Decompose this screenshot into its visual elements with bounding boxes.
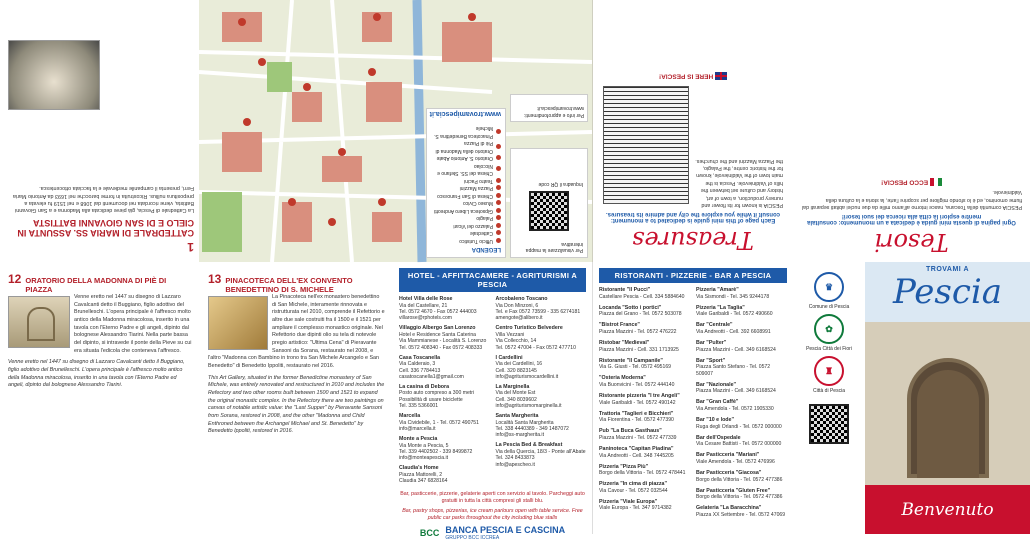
legend-item: Museo Civico [431, 199, 501, 207]
list-item: Ristorante "Il Campanile" Via G. Giusti - Tel. 0572 495169 [599, 357, 672, 371]
list-item: Pizzeria "Pizza Più" Borgo della Vittoria - Tel. 0572 478441 [599, 463, 686, 477]
list-item: Monte a Pescia Via Monte a Pescia, 5 Tel. 339 4402502 - 339 8499872 info@monteapescia.it [399, 436, 473, 462]
list-item: Pizzeria "La Taglia" Viale Garibaldi - Tel. 0572 490660 [696, 304, 773, 318]
list-item: Pizzeria "In cima di piazza" Via Cavour - Tel. 0572 032544 [599, 481, 668, 494]
hotels-header: HOTEL - AFFITTACAMERE - AGRITURISMI A PESCIA [399, 268, 586, 292]
marker-icon [496, 193, 501, 198]
list-item: Hotel Villa delle Rose Via del Castellare, 21 Tel. 0572 4670 - Fax 0572 444003 villarose@rphotels.com [399, 296, 477, 322]
uk-flag-icon [715, 72, 727, 80]
legend-item: Teatro Pacini [431, 177, 501, 185]
legend-item: Gipsoteca Libero Andreotti [431, 207, 501, 215]
treasures-illustration [603, 86, 689, 204]
hotels-column-2 [496, 296, 587, 488]
list-item: Trattoria "Taglieri e Bicchieri" Via Fiorentina - Tel. 0572 477390 [599, 410, 674, 424]
legend-item: Palagio [431, 214, 501, 222]
cathedral-interior-photo [8, 40, 100, 110]
pinacoteca-body: La Pinacoteca nell'ex monastero benedettino di San Michele, interamente rinnovata e ristrutturata nel 2010, comprende il Refettorio e altre due sale costruiti fra il 1500 e il 1521 per ampliare il complesso monastico originale. Nel Refettorio due dipinti olio su tela di notevole pregio artistico: "Ultima Cena" di Pieravante Sansoni da Sorana, restaurato nel 2008, e l'altro "Madonna con Bambino in trono tra San Michele Arcangelo e San Benedetto" di Benedetto Ippoliti, restaurato nel 2016. [208, 294, 385, 370]
pinacoteca-number: 13 [208, 272, 222, 286]
oratory-body-secondary: Venne eretto nel 1447 su disegno di Lazzaro Cavalcanti detto il Buggiano, figlio adottivo del Brunelleschi. L'opera principale è l'affresco molto antico della Madonna miracolosa, inserito in una tavola con l'Eterno Padre ed angeli, dipinto dal bolognese Alessandro Tiarini. [8, 359, 185, 389]
panel-cathedral-oratory [0, 0, 200, 534]
list-item: Pizzeria "Amarè" Via Sismondi - Tel. 345 9244178 [696, 287, 770, 300]
marker-icon [496, 230, 501, 235]
legend-item: Oratorio S. Antonio Abate [431, 154, 501, 162]
legend-item: Cattedrale [431, 229, 501, 237]
list-item: Bar "Gran Caffè" Via Amendola - Tel. 0572 1905330 [696, 399, 774, 412]
welcome-text: Benvenuto [901, 499, 994, 520]
bank-name: BANCA PESCIA E CASCINA [445, 524, 566, 535]
panel-hotels [393, 262, 593, 541]
cover-qr-code[interactable] [809, 404, 849, 444]
cover-city-name: Pescia [892, 272, 1003, 312]
marker-icon [496, 185, 501, 190]
list-item: Pub "La Buca Gasthaus" Piazza Mazzini - Tel. 0572 477339 [599, 428, 677, 441]
list-item: Bar Pasticceria "Mariani" Viale Amendola - Tel. 0572 476996 [696, 452, 775, 465]
logo-label-2: Pescia Città dei Fiori [806, 346, 852, 352]
logo-label-3: Città di Pescia [813, 388, 845, 394]
italy-flag-icon [930, 178, 942, 186]
map-qr-code[interactable] [529, 191, 569, 231]
logo-label-1: Comune di Pescia [808, 304, 850, 310]
restaurants-section [593, 268, 793, 534]
list-item: "Bistrot France" Piazza Mazzini - Tel. 0572 476222 [599, 322, 677, 335]
list-item: Bar "10 e lode" Ruga degli Orlandi - Tel. 0572 000000 [696, 416, 782, 430]
list-item: Santa Margherita Località Santa Margherita Tel. 338 4440389 - 349 1487072 info@ss-margherita.it [495, 413, 569, 439]
list-item: La Marginella Via del Monte Est Cell. 340 8039602 info@agriturismomarginella.it [495, 383, 562, 410]
legend-item: Oratorio della Madonna di Piè di Piazza [431, 139, 501, 154]
treasures-body-it: PESCIA comunità della Toscana, nasce intorno all'anno mille da due nuclei abitati separati dal fiume omonimo, ed è lo sfondo migliore per scoprire l'arte, la storia e la cultura della Valdinievole. [802, 189, 1022, 210]
treasures-title-en: Treasures [632, 226, 754, 254]
list-item: Bar "Nazionale" Piazza Mazzini - Cell. 349 6168524 [696, 381, 776, 395]
ecco-title: ECCO PESCIA! [801, 178, 1022, 186]
restaurants-column-1 [599, 287, 690, 523]
bank-group: GRUPPO BCC ICCREA [445, 534, 500, 541]
marker-icon [496, 178, 501, 183]
welcome-banner [865, 485, 1030, 534]
marker-icon [496, 200, 501, 205]
pinacoteca-section [200, 268, 393, 534]
map-qr-caption: Per visualizzare la mappa interattiva [525, 241, 583, 253]
panel-restaurants [593, 0, 793, 534]
tesori-it-section [793, 0, 1030, 262]
list-item: Bar "Pulter" Piazza Mazzini - Cell. 349 6168524 [696, 339, 776, 353]
oratory-section [0, 268, 200, 534]
legend-item: Pinacoteca Benedettina S. Michele [431, 124, 501, 139]
list-item: Bar "Centrale" Via Andreotti - Cell. 392 6608991 [696, 322, 771, 335]
flower-city-icon: ✿ [814, 314, 844, 344]
here-title: HERE IS PESCIA! [603, 72, 783, 80]
cover-trovami: TROVAMI A [926, 266, 969, 273]
pinacoteca-title: PINACOTECA DELL'EX CONVENTO BENEDETTINO DI S. MICHELE [225, 276, 353, 294]
list-item: Gelateria "La Baracchina" Piazza XX Settembre - Tel. 0572 47069 [696, 505, 786, 518]
list-item: Centro Turistico Belvedere Villa Vezzani Via Collecchio, 14 Tel. 0572 47004 - Fax 0572 477710 [495, 325, 576, 351]
hotels-column-1 [399, 296, 490, 488]
cathedral-header [6, 184, 194, 256]
legend-item: Piazza Mazzini [431, 184, 501, 192]
list-item: I Cardellini Via dei Cardellini, 16 Cell. 320 8823145 info@agriturismocardellini.it [495, 354, 559, 380]
restaurants-header: RISTORANTI - PIZZERIE - BAR A PESCIA [599, 268, 787, 283]
map-partners-note: Per info e approfondimenti: www.trovamipescia.it [510, 94, 588, 122]
list-item: Claudia's Home Piazza Mattorelli, 2 Claudia 347 6828164 [399, 465, 448, 485]
list-item: Bar Pasticceria "Gluten Free" Borgo della Vittoria - Tel. 0572 477386 [696, 487, 783, 501]
treasures-subtitle-it: Ogni pagina di questa mini guida è dedicata a un monumento: consultala mentre esplori la città alla ricerca dei suoi tesori! [807, 213, 1016, 225]
map-website[interactable]: www.trovamipescia.it [429, 110, 501, 117]
map-qr-caption-2: Inquadra il QR code [538, 181, 583, 187]
marker-icon [496, 223, 501, 228]
list-item: Ristorante "Il Pucci" Castellare Pescia - Cell. 334 5884640 [599, 287, 685, 300]
hotels-section [393, 268, 592, 541]
list-item: La Pescia Bed & Breakfast Via della Quercia, 18/3 - Ponte all'Abate Tel. 324 8433873 info@apescheo.it [495, 442, 586, 468]
list-item: Bar Pasticceria "Giacosa" Borgo della Vittoria - Tel. 0572 477386 [696, 469, 783, 483]
restaurants-column-2 [696, 287, 787, 523]
panel-pinacoteca [200, 262, 393, 534]
cathedral-section [0, 0, 200, 262]
list-item: Locanda "Sotto i portici" Piazza del Grano - Tel. 0572 503078 [599, 304, 682, 318]
bank-sponsor [399, 526, 586, 541]
marker-icon [496, 144, 501, 149]
treasures-en-section [593, 0, 793, 262]
hotels-note-it: Bar, pasticcerie, pizzerie, gelaterie aperti con servizio al tavolo. Parcheggi auto gratuiti in tutta la città compresi gli stalli blu. [400, 491, 585, 505]
panel-cover [793, 0, 1030, 534]
list-item: Bar dell'Ospedale Via Cesare Battisti - Tel. 0572 000000 [696, 434, 782, 448]
cathedral-title: CATTEDRALE DI MARIA SS. ASSUNTA IN CIELO E DI SAN GIOVANNI BATTISTA [17, 217, 194, 238]
comune-crest-icon: ♛ [814, 272, 844, 302]
cover-front [793, 262, 1030, 534]
city-crest-icon: ♜ [814, 356, 844, 386]
list-item: Pizzeria "Viale Europa" Viale Europa - Tel. 347 9714382 [599, 498, 672, 512]
list-item: "Osteria Moderna" Via Buonvicini - Tel. 0572 444140 [599, 375, 675, 388]
bcc-logo: BCC [419, 528, 440, 539]
marker-icon [496, 215, 501, 220]
arch-inner [917, 370, 979, 478]
treasures-title-it: Tesori [874, 228, 949, 256]
city-map[interactable] [200, 0, 593, 262]
list-item: Casa Toscanella Via Calderaio, 3 Cell. 336 7784413 casatoscanella1@gmail.com [399, 354, 464, 380]
list-item: Ristorante pizzeria "I tre Angeli" Viale Garibaldi - Tel. 0572 490142 [599, 392, 680, 406]
legend-item: Chiesa dei SS. Stefano e Niccolao [431, 162, 501, 177]
marker-icon [496, 208, 501, 213]
pinacoteca-body-en: This Art Gallery, situated in the former Benedictine monastery of San Michele, was entirely renovated and restructured in 2010 and includes the Refectory and two other rooms built between 1500 and 1521 to expand the original monastic complex. In the Refectory there are two paintings on canvas of notable artistic value: the "Last Supper" by Pieravante Sansoni from Sorana, restored in 2008, and the other "Madonna and Child Enthroned between the Archangel Michael and St. Benedetto" by Benedetto Ippoliti, restored in 2016. [208, 374, 385, 435]
cathedral-number: 1 [187, 240, 194, 254]
legend-item: Palazzo dei Vicari [431, 222, 501, 230]
list-item: Villaggio Albergo San Lorenzo Hotel e Residence Santa Caterina Via Mammianese - Località S. Lorenzo Tel. 0572 408340 - Fax 0572 408333 [399, 325, 487, 351]
oratory-number: 12 [8, 272, 22, 286]
treasures-subtitle-en: Each page of this mini guide is dedicated to a monument: consult it while you explore the city and admire its treasures. [605, 211, 781, 223]
oratory-title: ORATORIO DELLA MADONNA DI PIÈ DI PIAZZA [25, 276, 167, 294]
marker-icon [496, 155, 501, 160]
cover-logos [799, 268, 859, 444]
marker-icon [496, 238, 501, 243]
map-qr-box [510, 148, 588, 258]
legend-item: Chiesa di San Francesco [431, 192, 501, 200]
list-item: Marcella Via Cividebile, 1 - Tel. 0572 490751 info@marcella.it [399, 413, 479, 433]
list-item: Bar "Sport" Piazza Santo Stefano - Tel. 0572 509007 [696, 357, 771, 377]
list-item: Paninoteca "Capitan Piadina" Via Andreotti - Cell. 348 7445205 [599, 445, 674, 459]
list-item: La casina di Debora Posto auto compreso a 300 metri Possibilità di usare biciclette Tel. 335 5366001 [399, 383, 475, 410]
map-legend-title: LEGENDA [471, 246, 501, 252]
list-item: Ristobar "Medieval" Piazza Mazzini - Cell. 331 1713925 [599, 339, 679, 353]
legend-item: Ufficio Turistico [431, 237, 501, 245]
list-item: Arcobaleno Toscano Via Don Minzoni, 6 Tel. e Fax 0572 73599 - 335 6274181 amengote@alibero.it [495, 296, 581, 322]
hotels-note-en: Bar, pastry shops, pizzerias, ice cream parlours open with table service. Free public car parks throughout the city including blue stalls [402, 508, 583, 521]
map-legend [426, 108, 506, 258]
marker-icon [496, 167, 501, 172]
oratory-photo [8, 296, 70, 348]
pinacoteca-painting-photo [208, 296, 268, 350]
cathedral-body: La Cattedrale di Pescia, già pieve dedicata alla Madonna e a San Giovanni Battista, viene ricordata nei documenti dal 1068 e nel 1519 fu elevata a prepositura nullius. Ricostruita in forme barocche nel 1693 da Antonio Maria Ferri, presenta il campanile medievale e la facciata ottocentesca. [13, 185, 194, 214]
treasures-body-en: PESCIA is known for its flower and nursery production, a town of art, history and culture set between the hills of Valdinievole. Pescia is the main town of the Valdinievole, known for the historic centre, the Palagio, the Piazza Mazzini and the churches. [695, 157, 783, 208]
oratory-body: Venne eretto nel 1447 su disegno di Lazzaro Cavalcanti detto il Buggiano, figlio adottivo del Brunelleschi. L'opera principale è l'affresco molto antico della Madonna miracolosa, inserito in una tavola con l'Eterno Padre e gli angeli, dipinto dal bolognese Alessandro Tiarini. Nella parte bassa del dipinto, si intravede il ponte della Pieve su cui era situata l'edicola che conteneva l'affresco. [74, 294, 192, 354]
marker-icon [496, 129, 501, 134]
